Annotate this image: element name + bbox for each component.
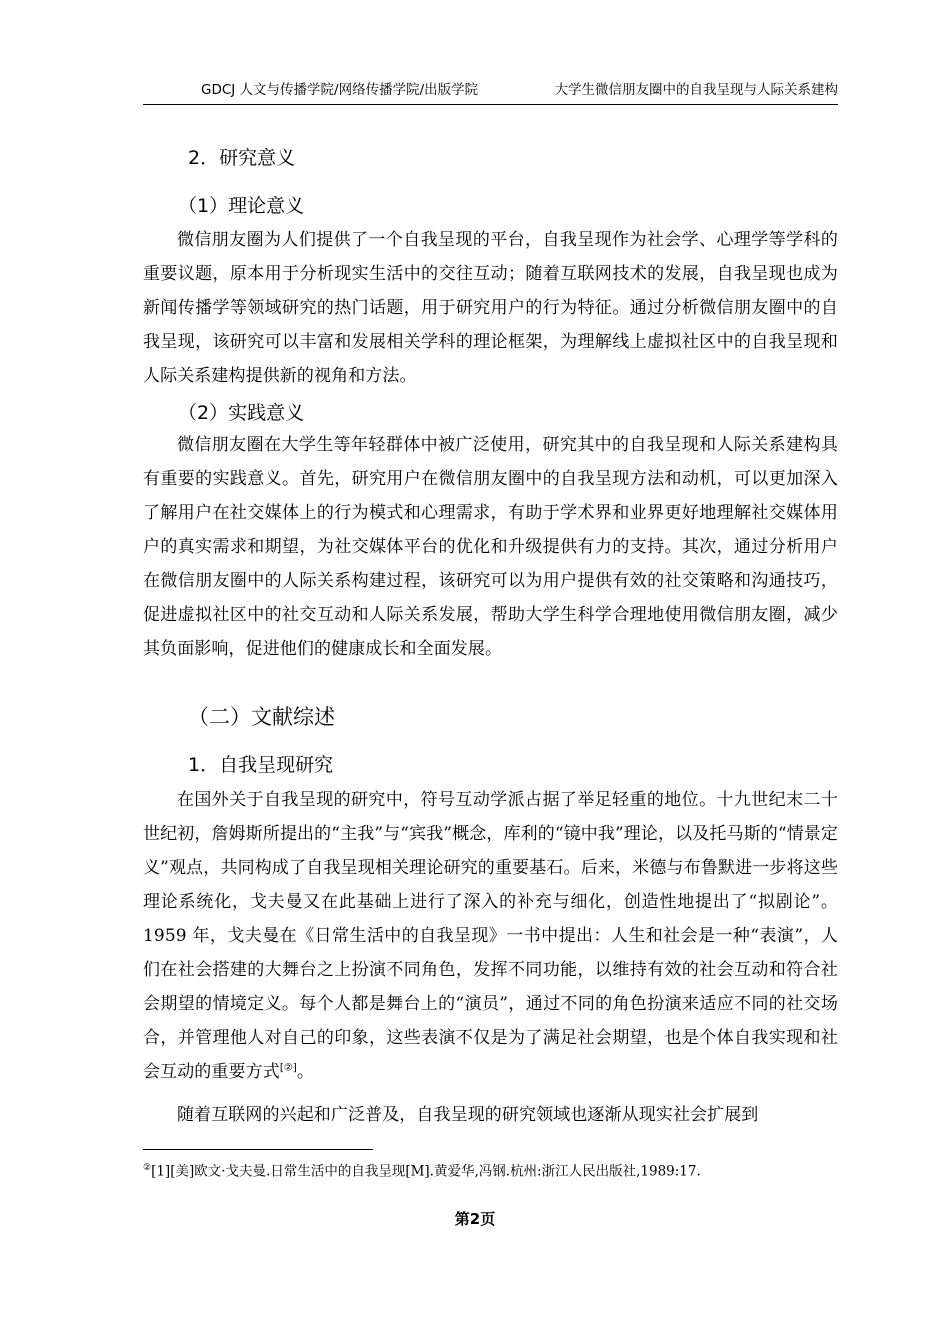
paragraph-self-presentation-theory	[143, 783, 838, 1089]
heading-practical-significance: （2）实践意义	[178, 402, 305, 424]
paragraph-practical-significance: 微信朋友圈在大学生等年轻群体中被广泛使用，研究其中的自我呈现和人际关系建构具有重要的实践意义。首先，研究用户在微信朋友圈中的自我呈现方法和动机，可以更加深入了解用户在社交媒体上的行为模式和心理需求，有助于学术界和业界更好地理解社交媒体用户的真实需求和期望，为社交媒体平台的优化和升级提供有力的支持。其次，通过分析用户在微信朋友圈中的人际关系构建过程，该研究可以为用户提供有效的社交策略和沟通技巧，促进虚拟社区中的社交互动和人际关系发展，帮助大学生科学合理地使用微信朋友圈，减少其负面影响，促进他们的健康成长和全面发展。	[143, 435, 838, 659]
page-number: 第2页	[454, 1210, 496, 1228]
paragraph-internet-self-presentation: 随着互联网的兴起和广泛普及，自我呈现的研究领域也逐渐从现实社会扩展到	[177, 1105, 759, 1125]
paragraph-end-punctuation: 。	[296, 1062, 314, 1082]
header-institution: GDCJ 人文与传播学院/网络传播学院/出版学院	[201, 82, 479, 98]
running-header	[143, 68, 838, 105]
paragraph-self-presentation-text: 在国外关于自我呈现的研究中，符号互动学派占据了举足轻重的地位。十九世纪末二十世纪初，詹姆斯所提出的“主我”与“宾我”概念，库利的“镜中我”理论，以及托马斯的“情景定义”观点，共同构成了自我呈现相关理论研究的重要基石。后来，米德与布鲁默进一步将这些理论系统化，戈夫曼又在此基础上进行了深入的补充与细化，创造性地提出了“拟剧论”。1959 年，戈夫曼在《日常生活中的自我呈现》一书中提出：人生和社会是一种“表演”，人们在社会搭建的大舞台之上扮演不同角色，发挥不同功能，以维持有效的社会互动和符合社会期望的情境定义。每个人都是舞台上的“演员”，通过不同的角色扮演来适应不同的社交场合，并管理他人对自己的印象，这些表演不仅是为了满足社会期望，也是个体自我实现和社会互动的重要方式	[143, 790, 838, 1082]
heading-research-significance: 2．研究意义	[188, 147, 296, 169]
heading-theoretical-significance: （1）理论意义	[178, 195, 305, 217]
paragraph-theoretical-significance: 微信朋友圈为人们提供了一个自我呈现的平台，自我呈现作为社会学、心理学等学科的重要议题，原本用于分析现实生活中的交往互动；随着互联网技术的发展，自我呈现也成为新闻传播学等领域研究的热门话题，用于研究用户的行为特征。通过分析微信朋友圈中的自我呈现，该研究可以丰富和发展相关学科的理论框架，为理解线上虚拟社区中的自我呈现和人际关系建构提供新的视角和方法。	[143, 230, 838, 386]
heading-literature-review: （二）文献综述	[188, 705, 335, 729]
heading-self-presentation-research: 1．自我呈现研究	[188, 754, 334, 776]
footnote	[143, 1158, 783, 1182]
header-paper-title: 大学生微信朋友圈中的自我呈现与人际关系建构	[554, 82, 838, 98]
footnote-separator	[143, 1149, 373, 1150]
footnote-text: [1][美]欧文·戈夫曼.日常生活中的自我呈现[M].黄爱华,冯钢.杭州:浙江人民出版社,1989:17.	[151, 1163, 701, 1180]
citation-marker: [②]	[279, 1062, 297, 1074]
footnote-marker: ②	[143, 1163, 152, 1173]
